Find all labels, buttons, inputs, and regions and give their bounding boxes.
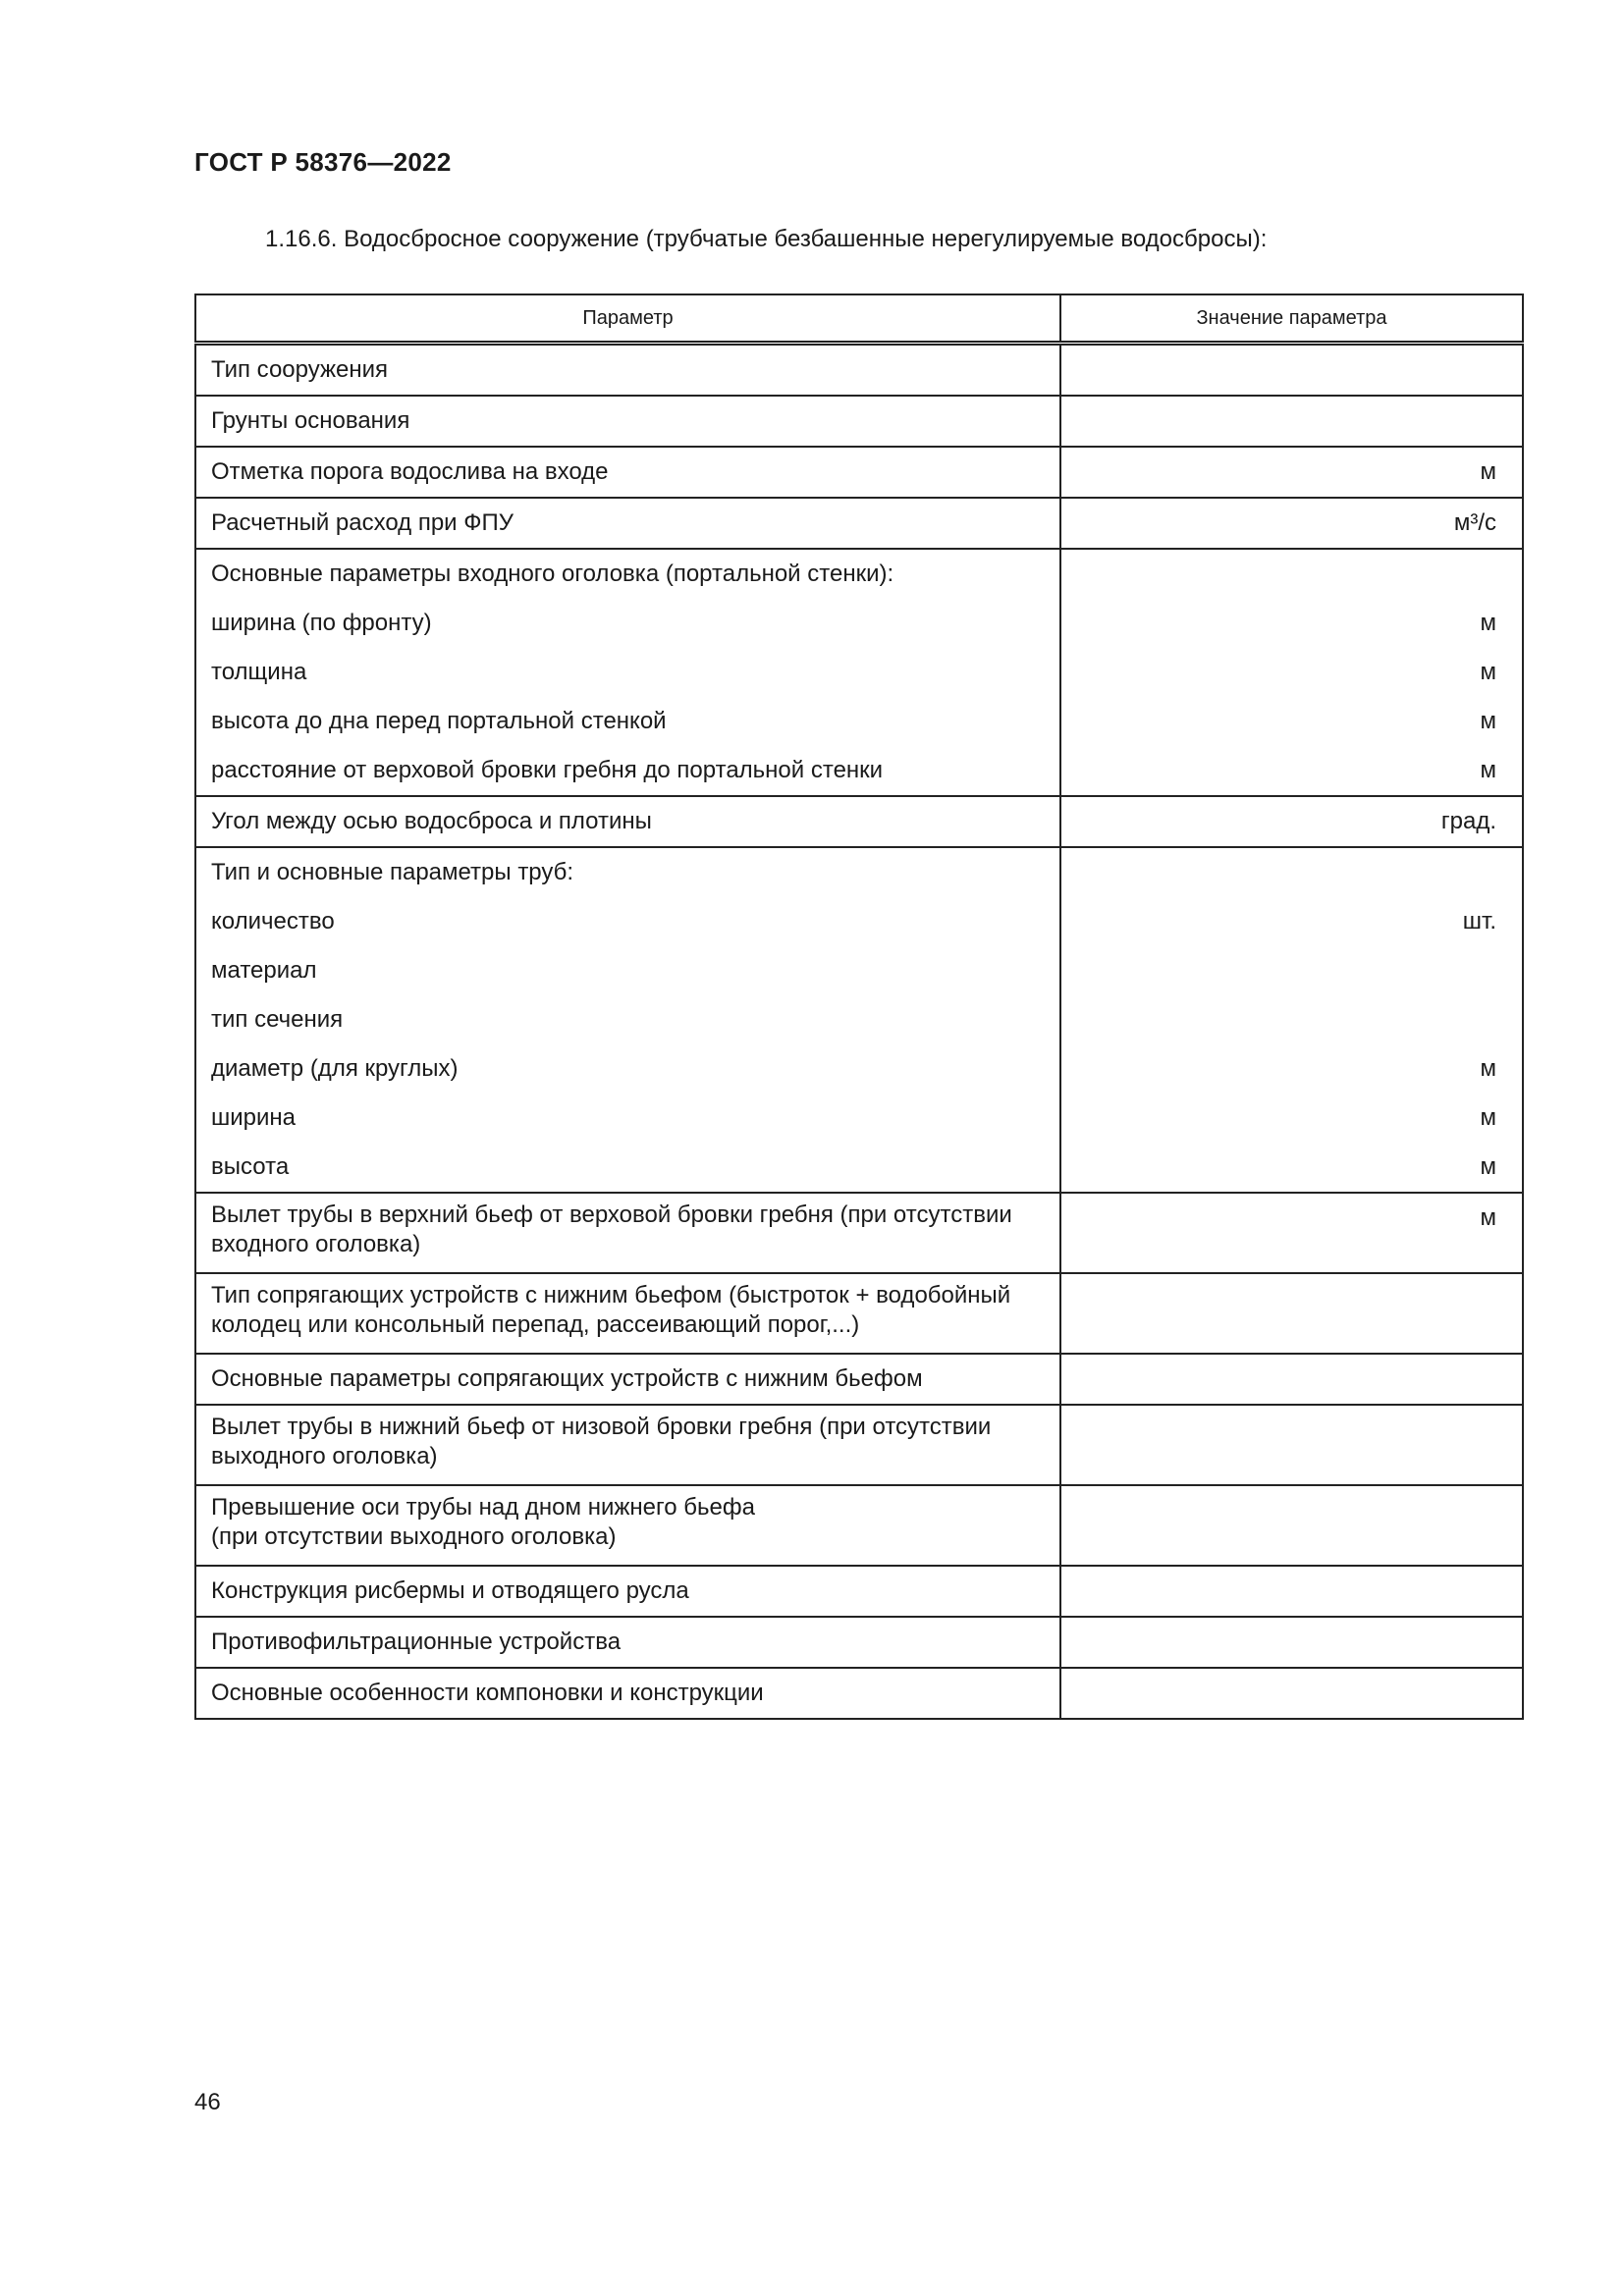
unit-label xyxy=(1061,946,1522,995)
unit-label: м xyxy=(1480,659,1496,685)
unit-label xyxy=(1061,995,1522,1044)
unit-label xyxy=(1061,1567,1522,1616)
value-cell xyxy=(1060,1193,1523,1273)
unit-label: м xyxy=(1480,610,1496,636)
parameter-label: Вылет трубы в верхний бьеф от верховой бровки гребня (при отсутствии входного оголовка) xyxy=(211,1201,1012,1257)
table-row xyxy=(195,396,1523,447)
unit-label xyxy=(1061,346,1522,395)
unit-label xyxy=(1061,1406,1522,1455)
parameter-cell xyxy=(195,1566,1060,1617)
parameter-cell xyxy=(195,498,1060,549)
value-cell xyxy=(1060,796,1523,847)
unit-label: м xyxy=(1480,757,1496,783)
table-row xyxy=(195,1617,1523,1668)
parameter-cell xyxy=(195,396,1060,447)
table-row xyxy=(195,1405,1523,1485)
parameter-cell xyxy=(195,549,1060,796)
table-row xyxy=(195,1485,1523,1566)
unit-label xyxy=(1061,1274,1522,1323)
value-cell xyxy=(1060,1617,1523,1668)
parameter-label: Расчетный расход при ФПУ xyxy=(211,509,514,536)
value-cell xyxy=(1060,1668,1523,1719)
parameter-cell xyxy=(195,796,1060,847)
sub-parameter-label: ширина (по фронту) xyxy=(211,610,432,636)
table-row xyxy=(195,1193,1523,1273)
parameter-label: Основные особенности компоновки и конструкции xyxy=(211,1680,764,1706)
sub-parameter-label: высота xyxy=(211,1153,290,1180)
sub-parameter-label: толщина xyxy=(211,659,307,685)
value-cell xyxy=(1060,1405,1523,1485)
parameter-label: Основные параметры сопрягающих устройств с нижним бьефом xyxy=(211,1365,923,1392)
parameter-label: Превышение оси трубы над дном нижнего бьефа (при отсутствии выходного оголовка) xyxy=(211,1494,755,1550)
unit-label: м xyxy=(1480,458,1496,485)
unit-label xyxy=(1061,1618,1522,1667)
table-row xyxy=(195,1668,1523,1719)
parameter-label: Тип сооружения xyxy=(211,356,389,383)
parameters-table xyxy=(194,294,1524,1720)
value-cell xyxy=(1060,1273,1523,1354)
parameter-cell xyxy=(195,1617,1060,1668)
sub-parameter-label: расстояние от верховой бровки гребня до портальной стенки xyxy=(211,757,884,783)
value-cell xyxy=(1060,847,1523,1193)
unit-label: м xyxy=(1480,1055,1496,1082)
table-row xyxy=(195,344,1523,397)
column-header-value: Значение параметра xyxy=(1060,294,1523,344)
value-cell xyxy=(1060,396,1523,447)
unit-label: м xyxy=(1480,1153,1496,1180)
table-row xyxy=(195,1566,1523,1617)
parameter-label: Отметка порога водослива на входе xyxy=(211,458,609,485)
unit-label: м xyxy=(1480,1204,1496,1231)
parameter-label: Противофильтрационные устройства xyxy=(211,1629,622,1655)
unit-label: м xyxy=(1480,708,1496,734)
unit-label xyxy=(1061,1486,1522,1535)
unit-label xyxy=(1061,1669,1522,1718)
parameter-cell xyxy=(195,847,1060,1193)
sub-parameter-label: высота до дна перед портальной стенкой xyxy=(211,708,667,734)
table-row xyxy=(195,796,1523,847)
table-row xyxy=(195,549,1523,796)
parameter-cell xyxy=(195,1193,1060,1273)
parameter-label: Угол между осью водосброса и плотины xyxy=(211,808,652,834)
column-header-parameter: Параметр xyxy=(195,294,1060,344)
table-row xyxy=(195,1273,1523,1354)
section-heading: 1.16.6. Водосбросное сооружение (трубчатые безбашенные нерегулируемые водосбросы): xyxy=(265,226,1268,252)
unit-label: м³/с xyxy=(1453,509,1496,536)
table-row xyxy=(195,847,1523,1193)
document-code: ГОСТ Р 58376—2022 xyxy=(194,147,452,177)
unit-label xyxy=(1061,397,1522,446)
unit-label: м xyxy=(1480,1104,1496,1131)
table-row xyxy=(195,498,1523,549)
value-cell xyxy=(1060,498,1523,549)
value-cell xyxy=(1060,447,1523,498)
parameter-label: Грунты основания xyxy=(211,407,410,434)
table-row xyxy=(195,1354,1523,1405)
sub-parameter-label: тип сечения xyxy=(211,1006,344,1033)
parameter-cell xyxy=(195,1485,1060,1566)
value-cell xyxy=(1060,1566,1523,1617)
parameter-label: Основные параметры входного оголовка (портальной стенки): xyxy=(211,561,894,587)
sub-parameter-label: количество xyxy=(211,908,335,934)
unit-label xyxy=(1061,848,1522,897)
sub-parameter-label: материал xyxy=(211,957,317,984)
parameter-cell xyxy=(195,447,1060,498)
value-cell xyxy=(1060,344,1523,397)
sub-parameter-label: ширина xyxy=(211,1104,297,1131)
value-cell xyxy=(1060,549,1523,796)
table-header-row xyxy=(195,294,1523,344)
parameter-label: Конструкция рисбермы и отводящего русла xyxy=(211,1577,689,1604)
parameter-cell xyxy=(195,344,1060,397)
value-cell xyxy=(1060,1354,1523,1405)
page-number: 46 xyxy=(194,2089,221,2115)
unit-label: шт. xyxy=(1462,908,1496,934)
parameter-cell xyxy=(195,1668,1060,1719)
parameter-label: Тип и основные параметры труб: xyxy=(211,859,574,885)
parameter-label: Вылет трубы в нижний бьеф от низовой бровки гребня (при отсутствии выходного оголовка) xyxy=(211,1414,992,1469)
unit-label xyxy=(1061,1355,1522,1404)
table-row xyxy=(195,447,1523,498)
parameter-cell xyxy=(195,1273,1060,1354)
parameter-label: Тип сопрягающих устройств с нижним бьефом (быстроток + водобойный колодец или консольный перепад, рассеивающий порог,...) xyxy=(211,1282,1011,1338)
unit-label: град. xyxy=(1440,808,1496,834)
parameter-cell xyxy=(195,1405,1060,1485)
unit-label xyxy=(1061,550,1522,599)
parameter-cell xyxy=(195,1354,1060,1405)
value-cell xyxy=(1060,1485,1523,1566)
sub-parameter-label: диаметр (для круглых) xyxy=(211,1055,459,1082)
